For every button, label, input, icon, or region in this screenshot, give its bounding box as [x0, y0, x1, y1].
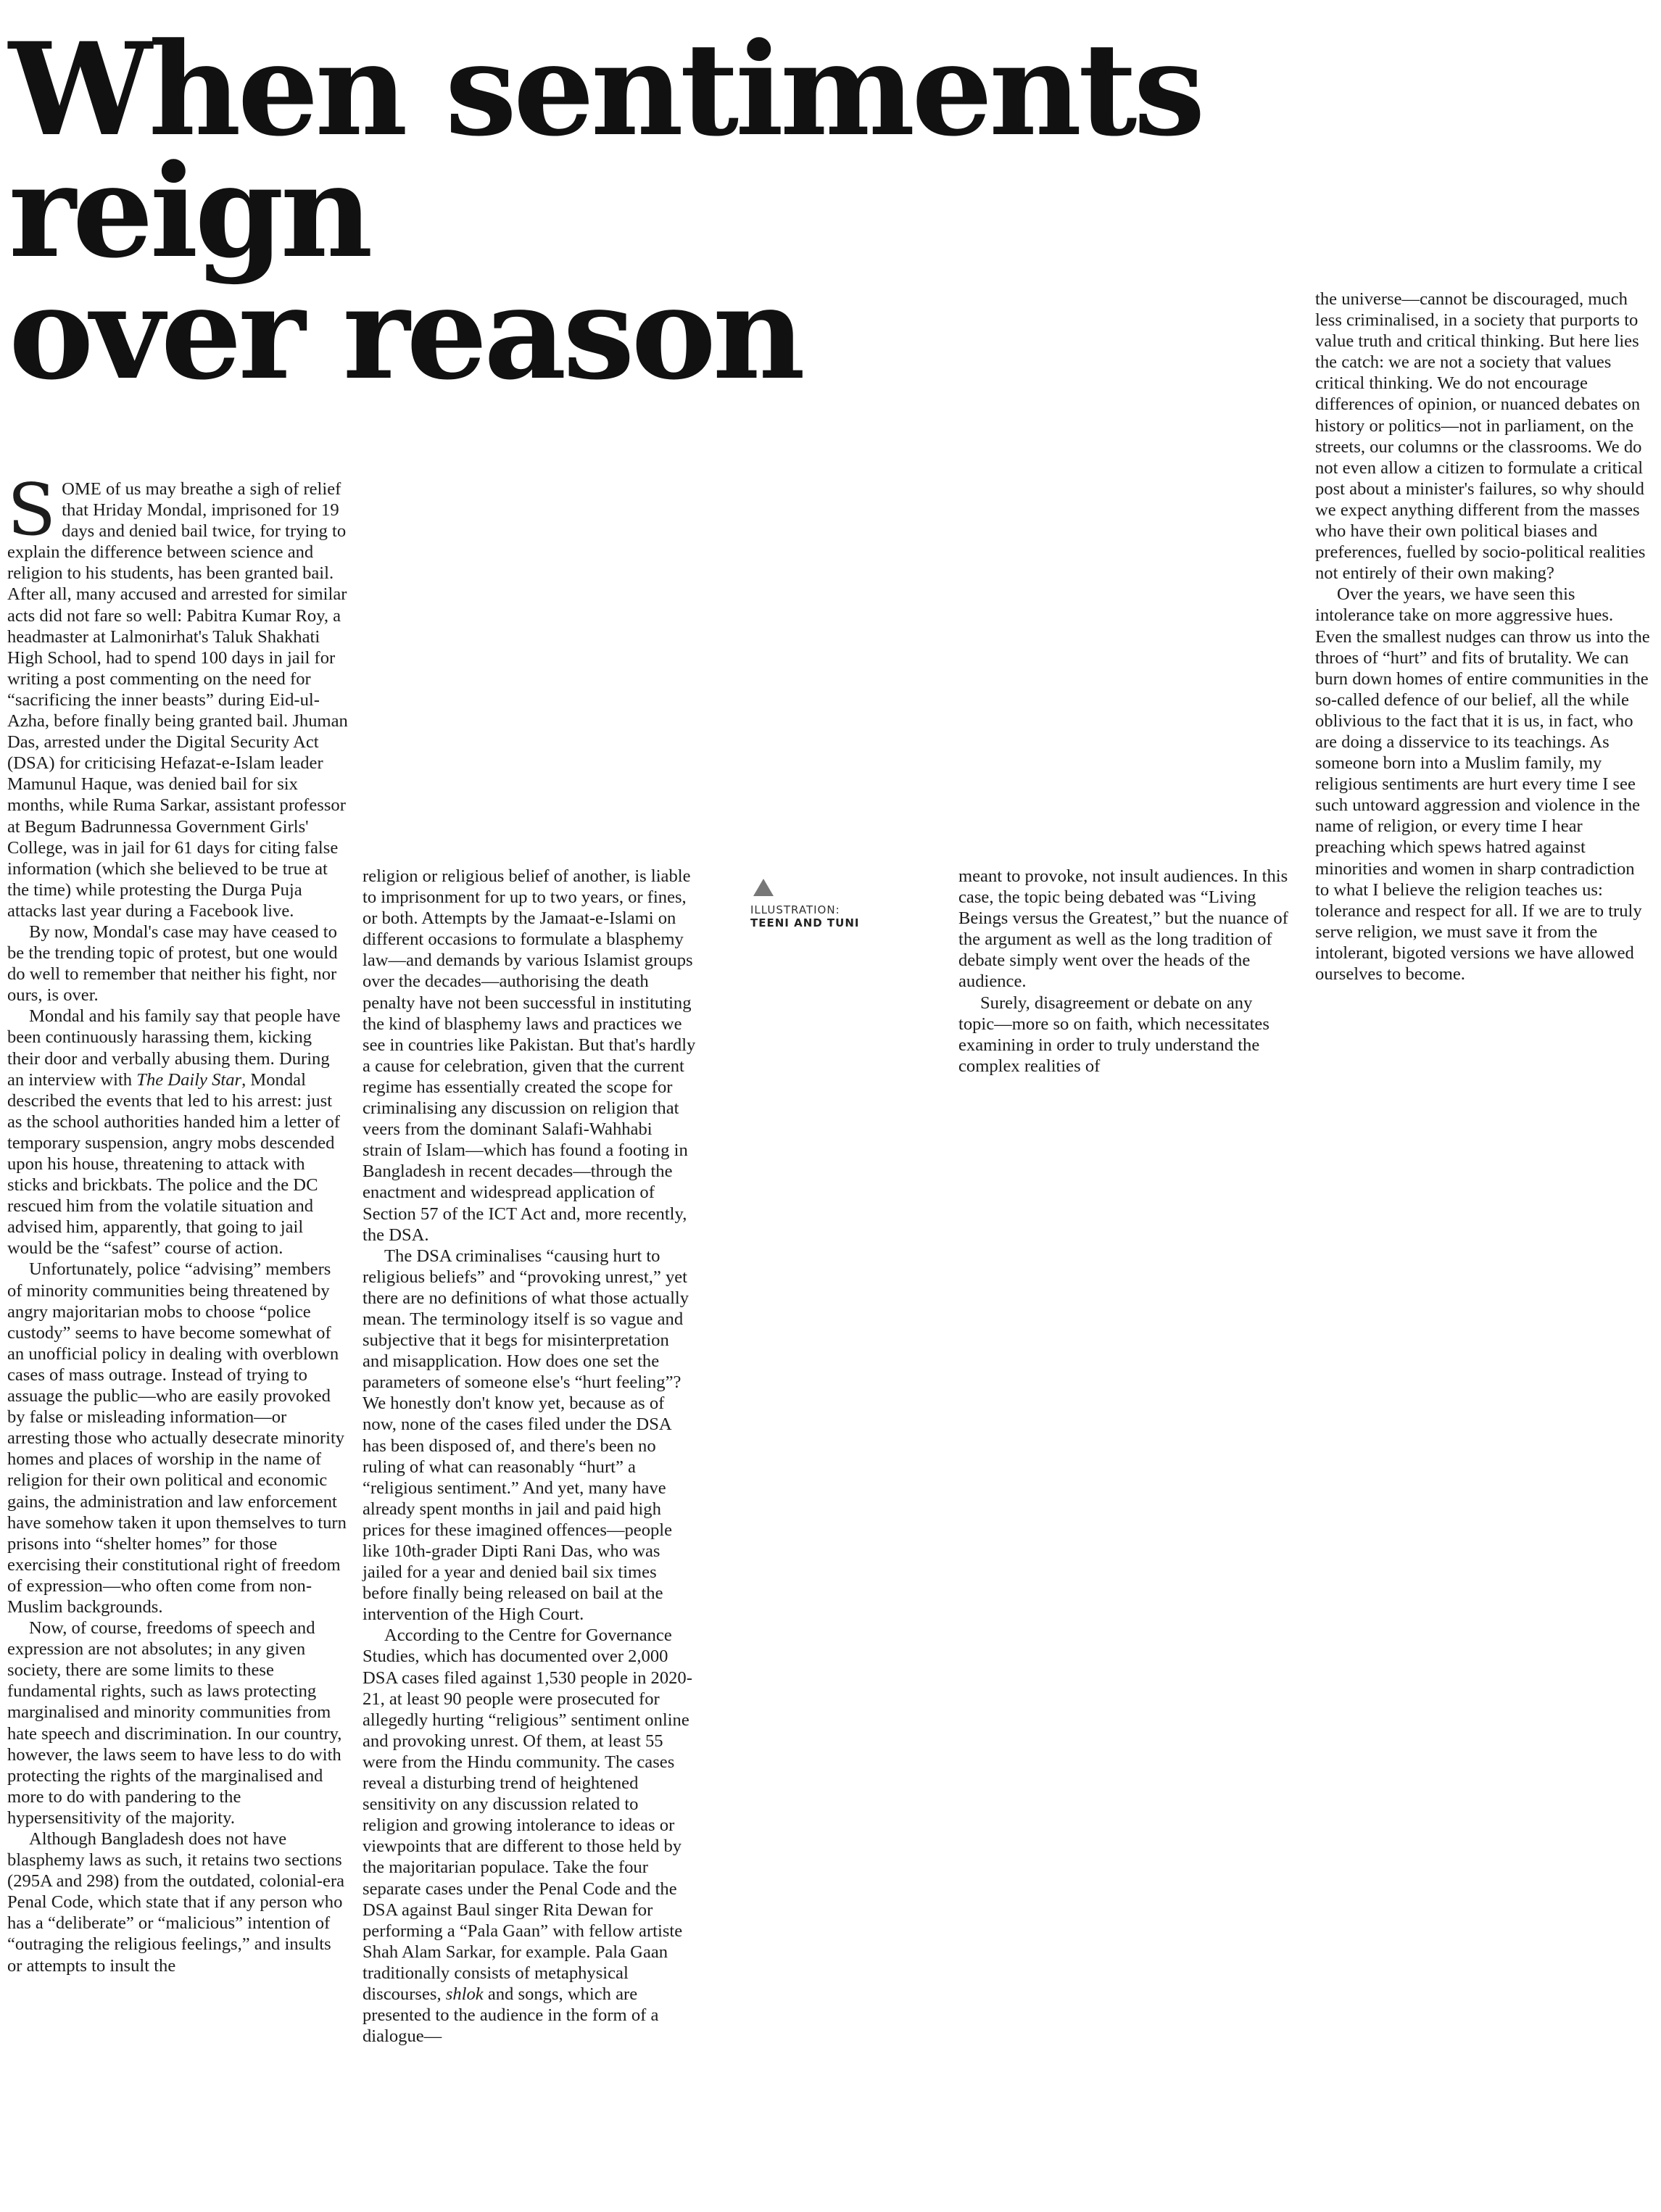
headline-line-1: When sentiments reign	[9, 15, 1202, 286]
publication-name: The Daily Star	[136, 1069, 242, 1090]
article-paragraph	[363, 1625, 696, 2047]
paragraph-text: According to the Centre for Governance Studies, which has documented over 2,000 DSA cases filed against 1,530 people in 2020-21, at least 90 people were prosecuted for allegedly hurting “religious” sentiment online and provoking unrest. Of them, at least 55 were from the Hindu community. The cases reveal a disturbing trend of heightened sensitivity on any discussion related to religion and growing intolerance to ideas or viewpoints that are different to those held by the majoritarian populace. Take the four separate cases under the Penal Code and the DSA against Baul singer Rita Dewan for performing a “Pala Gaan” with fellow artiste Shah Alam Sarkar, for example. Pala Gaan traditionally consists of metaphysical discourses,	[363, 1625, 692, 2004]
article-column-1	[7, 469, 348, 1976]
paragraph-text: OME of us may breathe a sigh of relief that Hriday Mondal, imprisoned for 19 days and denied bail twice, for trying to explain the difference between science and religion to his students, has been granted bail. After all, many accused and arrested for similar acts did not fare so well: Pabitra Kumar Roy, a headmaster at Lalmonirhat's Taluk Shakhati High School, had to spend 100 days in jail for writing a post commenting on the need for “sacrificing the inner beasts” during Eid-ul-Azha, before finally being granted bail. Jhuman Das, arrested under the Digital Security Act (DSA) for criticising Hefazat-e-Islam leader Mamunul Haque, was denied bail for six months, while Ruma Sarkar, assistant professor at Begum Badrunnessa Government Girls' College, was in jail for 61 days for citing false information (which she believed to be true at the time) while protesting the Durga Puja attacks last year during a Facebook live.	[7, 479, 348, 921]
article-paragraph: By now, Mondal's case may have ceased to be the trending topic of protest, but one would do well to remember that neither his fight, nor ours, is over.	[7, 921, 338, 1006]
drop-cap: S	[7, 469, 57, 552]
article-paragraph: The DSA criminalises “causing hurt to religious beliefs” and “provoking unrest,” yet there are no definitions of what those actually mean. The terminology itself is so vague and subjective that it begs for misinterpretation and misapplication. How does one set the parameters of someone else's “hurt feeling”? We honestly don't know yet, because as of now, none of the cases filed under the DSA has been disposed of, and there's been no ruling of what can reasonably “hurt” a “religious sentiment.” And yet, many have already spent months in jail and paid high prices for these imagined offences—people like 10th-grader Dipti Rani Das, who was jailed for a year and denied bail six times before finally being released on bail at the intervention of the High Court.	[363, 1246, 689, 1625]
italic-term: shlok	[445, 1984, 484, 2004]
article-paragraph: Now, of course, freedoms of speech and expression are not absolutes; in any given society, there are some limits to these fundamental rights, such as laws protecting marginalised and minority communities from hate speech and discrimination. In our country, however, the laws seem to have less to do with protecting the rights of the marginalised and more to do with pandering to the hypersensitivity of the majority.	[7, 1618, 342, 1828]
article-paragraph: religion or religious belief of another, is liable to imprisonment for up to two years, or fines, or both. Attempts by the Jamaat-e-Islami on different occasions to formulate a blasphemy law—and demands by various Islamist groups over the decades—authorising the death penalty have not been successful in instituting the kind of blasphemy laws and practices we see in countries like Pakistan. But that's hardly a cause for celebration, given that the current regime has essentially created the scope for criminalising any discussion on religion that veers from the dominant Salafi-Wahhabi strain of Islam—which has found a footing in Bangladesh in recent decades—through the enactment and widespread application of Section 57 of the ICT Act and, more recently, the DSA.	[363, 866, 696, 1245]
article-column-2	[363, 866, 696, 2047]
caption-credit: TEENI AND TUNI	[750, 916, 860, 929]
paragraph-text: and songs, which are presented to the audience in the form of a dialogue—	[363, 1984, 659, 2047]
article-paragraph: Unfortunately, police “advising” members of minority communities being threatened by angry majoritarian mobs to choose “police custody” seems to have become somewhat of an unofficial policy in dealing with overblown cases of mass outrage. Instead of trying to assuage the public—who are easily provoked by false or misleading information—or arresting those who actually desecrate minority homes and places of worship in the name of religion for their own political and economic gains, the administration and law enforcement have somehow taken it upon themselves to turn prisons into “shelter homes” for those exercising their constitutional right of freedom of expression—who often come from non-Muslim backgrounds.	[7, 1259, 347, 1617]
illustration-caption	[750, 879, 895, 929]
article-paragraph: Although Bangladesh does not have blasphemy laws as such, it retains two sections (295A and 298) from the outdated, colonial-era Penal Code, which state that if any person who has a “deliberate” or “malicious” intention of “outraging the religious feelings,” and insults or attempts to insult the	[7, 1829, 345, 1976]
article-column-4	[1315, 289, 1652, 985]
article-paragraph	[7, 1006, 348, 1259]
caption-triangle-icon	[753, 879, 774, 896]
article-paragraph: meant to provoke, not insult audiences. In this case, the topic being debated was “Living Beings versus the Greatest,” but the nuance of the argument as well as the long tradition of debate simply went over the heads of the audience.	[958, 866, 1288, 992]
article-paragraph: Over the years, we have seen this intolerance take on more aggressive hues. Even the smallest nudges can throw us into the throes of “hurt” and fits of brutality. We can burn down homes of entire communities in the so-called defence of our belief, all the while oblivious to the fact that it is us, in fact, who are doing a disservice to its teachings. As someone born into a Muslim family, my religious sentiments are hurt every time I see such untoward aggression and violence in the name of religion, or every time I hear preaching which spews hatred against minorities and women in sharp contradiction to what I believe the religion teaches us: tolerance and respect for all. If we are to truly serve religion, we must save it from the intolerant, bigoted versions we have allowed ourselves to become.	[1315, 584, 1650, 984]
paragraph-text: Mondal and his family say that people have been continuously harassing them, kicking their door and verbally abusing them. During an interview with	[7, 1006, 341, 1090]
article-paragraph: the universe—cannot be discouraged, much less criminalised, in a society that purports to value truth and critical thinking. But here lies the catch: we are not a society that values critical thinking. We do not encourage differences of opinion, or nuanced debates on history or politics—not in parliament, on the streets, our columns or the classrooms. We do not even allow a citizen to formulate a critical post about a minister's failures, so why should we expect anything different from the masses who have their own political biases and preferences, fuelled by socio-political realities not entirely of their own making?	[1315, 289, 1646, 584]
paragraph-text: , Mondal described the events that led to his arrest: just as the school authorities handed him a letter of temporary suspension, angry mobs descended upon his house, threatening to attack with sticks and brickbats. The police and the DC rescued him from the volatile situation and advised him, apparently, that going to jail would be the “safest” course of action.	[7, 1069, 340, 1259]
article-paragraph	[7, 469, 348, 921]
caption-label: ILLUSTRATION:	[750, 903, 840, 916]
article-column-3	[958, 866, 1292, 1077]
article-paragraph: Surely, disagreement or debate on any topic—more so on faith, which necessitates examining in order to truly understand the complex realities of	[958, 993, 1269, 1076]
headline	[9, 15, 1531, 408]
headline-line-2: over reason	[9, 258, 802, 408]
